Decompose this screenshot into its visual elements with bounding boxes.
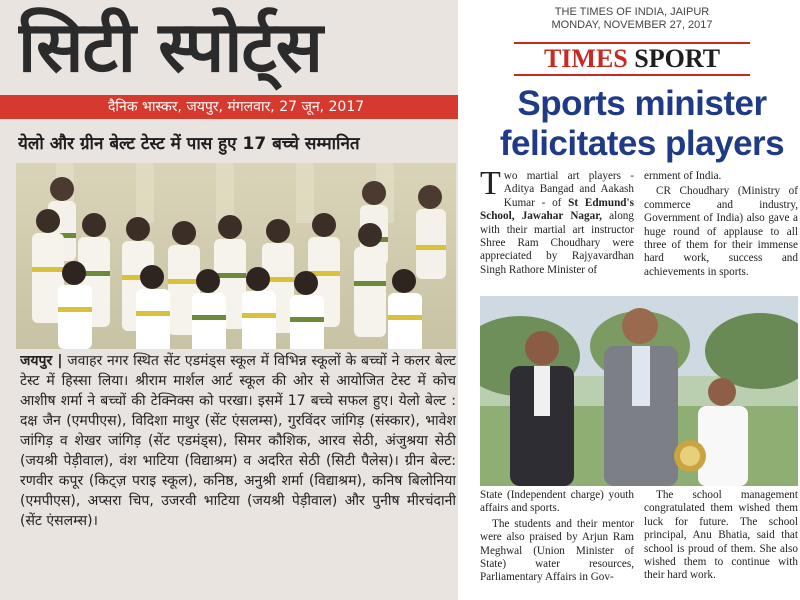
col4-text-a: The school management congratulated them wished them luck for future. The school principal, Anu Bhatia, said that school is proud of them. She also wished them to continue with their hard work.	[644, 489, 798, 582]
group-photo-illustration	[16, 163, 456, 349]
masthead-city-sports: सिटी स्पोर्ट्स	[18, 6, 322, 88]
headline-line-1: Sports minister	[517, 84, 767, 123]
col1-text-b: along with their martial art instructor Shree Ram Choudhary were appreciated by Rajyavardhan Singh Rathore Minister of	[480, 210, 634, 276]
article-headline: येलो और ग्रीन बेल्ट टेस्ट में पास हुए 17 बच्चे सम्मानित	[18, 134, 360, 154]
newspaper-name: THE TIMES OF INDIA, JAIPUR	[554, 6, 710, 18]
column-2	[644, 170, 798, 292]
col3-text-a: State (Independent charge) youth affairs and sports.	[480, 489, 634, 515]
section-header	[514, 42, 750, 76]
dateline-bar: दैनिक भास्कर, जयपुर, मंगलवार, 27 जून, 2017	[0, 95, 458, 119]
article-columns-top	[480, 170, 798, 292]
group-photo-students	[16, 163, 456, 349]
english-clipping	[464, 0, 800, 600]
col1-text-a: wo martial art players - Aditya Bangad and Aakash Kumar - of	[503, 170, 634, 209]
article-headline-english	[484, 84, 800, 164]
article-place: जयपुर |	[20, 353, 63, 369]
section-sport: SPORT	[634, 44, 721, 73]
column-1	[480, 170, 634, 292]
col2-text-a: ernment of India.	[644, 170, 722, 182]
felicitation-photo-illustration	[480, 296, 798, 486]
school-name: St Edmund's School, Jawahar Nagar,	[480, 196, 634, 223]
column-3	[480, 489, 634, 597]
section-times: TIMES	[543, 44, 628, 73]
column-4	[644, 489, 798, 597]
newspaper-date: MONDAY, NOVEMBER 27, 2017	[551, 19, 713, 31]
article-columns-bottom	[480, 489, 798, 597]
article-body	[20, 351, 456, 596]
headline-line-2: felicitates players	[499, 124, 785, 163]
drop-cap: T	[480, 170, 501, 202]
col2-text-b: CR Choudhary (Ministry of commerce and industry, Government of India) also gave a huge round of applause to all three of them for their immense hard work, success and achievements in sports.	[644, 185, 798, 278]
article-body-text: जवाहर नगर स्थित सेंट एडमंड्स स्कूल में विभिन्न स्कूलों के बच्चों ने कलर बेल्ट टेस्ट में हिस्सा लिया। श्रीराम मार्शल आर्ट स्कूल की ओर से आयोजित टेस्ट में कोच आशीष शर्मा ने बच्चों की टेक्निक्स को परखा। इसमें 17 बच्चे सफल हुए। येलो बेल्ट : दक्ष जैन (एमपीएस), विदिशा माथुर (सेंट एंसलम्स), गुरविंदर जांगिड़ (संस्कार), भावेश जांगिड़ व शेखर जांगिड़ (सेंट एडमंड्स), सिमर कौशिक, आरव सेठी, अंजुश्रया सेठी (जयश्री पेड़ीवाल), वंश भाटिया (विद्याश्रम) व अदरित सेठी (सिटी पैलेस)। ग्रीन बेल्ट: रणवीर कपूर (किट्ज़ पराइ स्कूल), कनिष्ठ, अनुश्री शर्मा (विद्याश्रम), कनिष बिलोनिया (एमपीएस), अप्सरा चिप, उजरवी भाटिया (जयश्री पेड़ीवाल) और पुनीष मीरचंदानी (सेंट एंसलम्स)।	[20, 353, 456, 529]
felicitation-photo	[480, 296, 798, 486]
col3-text-b: The students and their mentor were also praised by Arjun Ram Meghwal (Union Minister of State) water resources, Parliamentary Affairs in Gov-	[480, 517, 634, 584]
